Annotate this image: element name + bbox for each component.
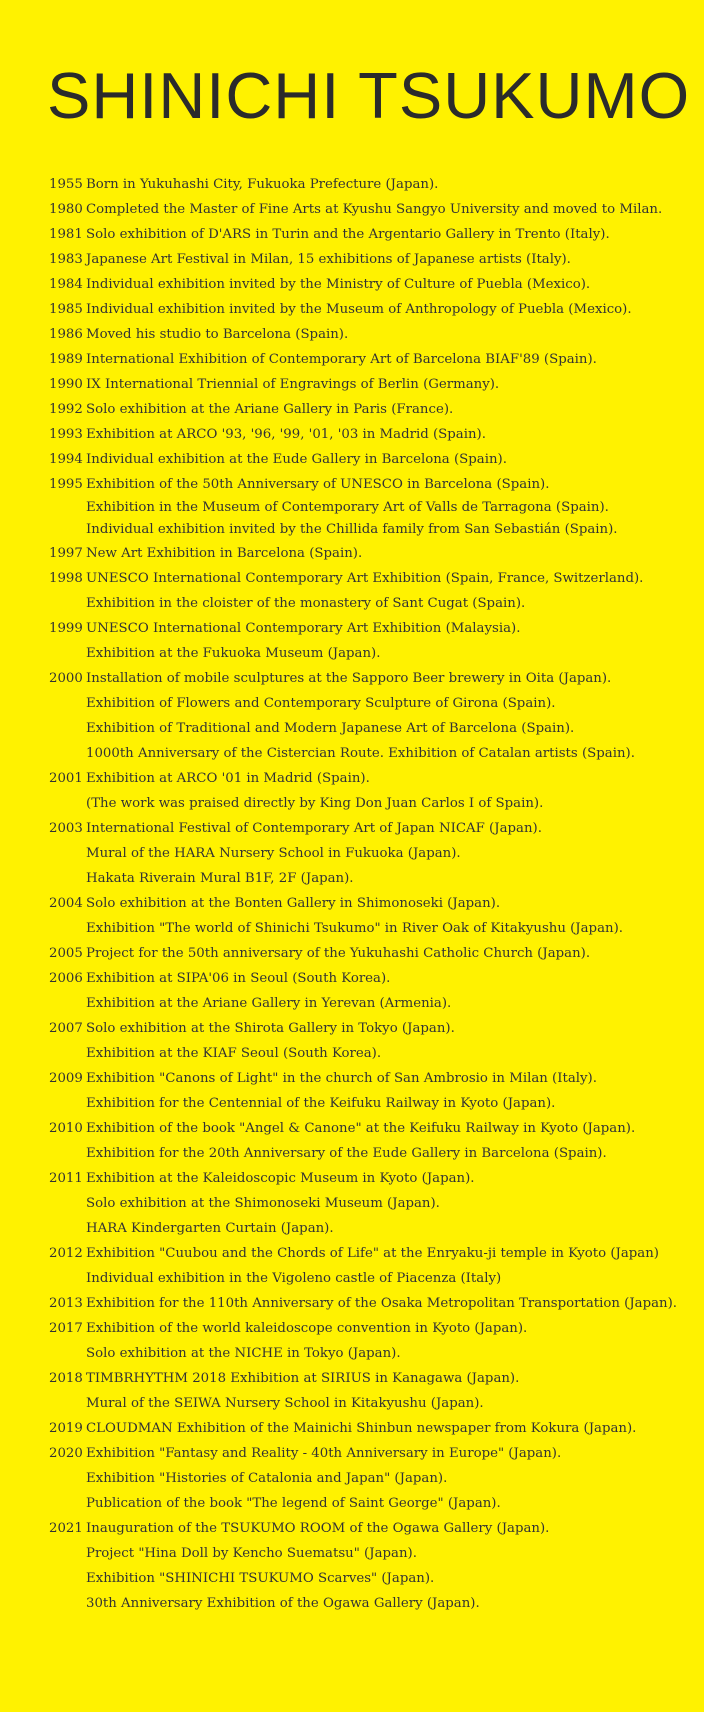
entry-text: Exhibition "Fantasy and Reality - 40th Anniversary in Europe" (Japan). [86,1446,562,1461]
entry-year: 1985 [49,302,83,317]
chronology-entry [49,1366,689,1416]
entry-year: 2019 [49,1421,83,1436]
entry-text: Exhibition "Histories of Catalonia and Japan" (Japan). [86,1471,448,1486]
entry-line [49,247,689,272]
entry-year: 2001 [49,771,83,786]
entry-line [49,1341,689,1366]
year-indent [49,1216,86,1241]
entry-text: New Art Exhibition in Barcelona (Spain). [86,546,363,561]
entry-year: 2011 [49,1171,83,1186]
entry-text: Exhibition of Flowers and Contemporary Sculpture of Girona (Spain). [86,696,556,711]
entry-line [49,1391,689,1416]
entry-text: UNESCO International Contemporary Art Exhibition (Malaysia). [86,621,521,636]
entry-year: 2005 [49,946,83,961]
entry-text: Project for the 50th anniversary of the Yukuhashi Catholic Church (Japan). [86,946,591,961]
entry-year: 1993 [49,427,83,442]
chronology-entry [49,1516,689,1616]
entry-line [49,791,689,816]
chronology-entry [49,1316,689,1366]
entry-year: 2020 [49,1446,83,1461]
entry-line [49,1241,689,1266]
chronology-entry [49,247,689,272]
entry-text: Exhibition in the cloister of the monastery of Sant Cugat (Spain). [86,596,526,611]
entry-line [49,591,689,616]
entry-line [49,1491,689,1516]
entry-line [49,1591,689,1616]
entry-text: Exhibition of the 50th Anniversary of UNESCO in Barcelona (Spain). [86,477,550,492]
entry-line [49,1141,689,1166]
entry-text: Installation of mobile sculptures at the Sapporo Beer brewery in Oita (Japan). [86,671,612,686]
entry-text: Exhibition "SHINICHI TSUKUMO Scarves" (Japan). [86,1571,435,1586]
year-indent [49,1191,86,1216]
entry-year: 2003 [49,821,83,836]
entry-text: Exhibition of the book "Angel & Canone" at the Keifuku Railway in Kyoto (Japan). [86,1121,636,1136]
entry-line [49,1091,689,1116]
entry-text: Individual exhibition in the Vigoleno castle of Piacenza (Italy) [86,1271,502,1286]
entry-year: 2012 [49,1246,83,1261]
entry-text: TIMBRHYTHM 2018 Exhibition at SIRIUS in Kanagawa (Japan). [86,1371,520,1386]
entry-text: Exhibition "The world of Shinichi Tsukumo" in River Oak of Kitakyushu (Japan). [86,921,623,936]
entry-line [49,666,689,691]
entry-year: 1997 [49,546,83,561]
entry-line [49,272,689,297]
entry-line [49,1516,689,1541]
entry-line [49,1041,689,1066]
entry-text: Solo exhibition at the Shirota Gallery in Tokyo (Japan). [86,1021,455,1036]
year-indent [49,991,86,1016]
entry-line [49,741,689,766]
chronology-entry [49,1241,689,1291]
chronology-entry [49,541,689,566]
chronology-entry [49,197,689,222]
entry-line [49,372,689,397]
entry-year: 2013 [49,1296,83,1311]
chronology-entry [49,941,689,966]
entry-line [49,1066,689,1091]
entry-line [49,297,689,322]
entry-line [49,197,689,222]
chronology-entry [49,1441,689,1516]
entry-line [49,1541,689,1566]
entry-text: CLOUDMAN Exhibition of the Mainichi Shinbun newspaper from Kokura (Japan). [86,1421,637,1436]
chronology-entry [49,297,689,322]
entry-text: Individual exhibition invited by the Chillida family from San Sebastián (Spain). [86,522,618,537]
entry-line [49,1266,689,1291]
year-indent [49,741,86,766]
year-indent [49,1091,86,1116]
entry-line [49,1191,689,1216]
year-indent [49,1491,86,1516]
entry-text: Individual exhibition invited by the Museum of Anthropology of Puebla (Mexico). [86,302,632,317]
chronology-entry [49,566,689,616]
entry-year: 2021 [49,1521,83,1536]
entry-text: Exhibition of Traditional and Modern Japanese Art of Barcelona (Spain). [86,721,575,736]
year-indent [49,641,86,666]
entry-text: (The work was praised directly by King Don Juan Carlos I of Spain). [86,796,544,811]
entry-line [49,1366,689,1391]
entry-text: 1000th Anniversary of the Cistercian Route. Exhibition of Catalan artists (Spain). [86,746,635,761]
entry-text: UNESCO International Contemporary Art Exhibition (Spain, France, Switzerland). [86,571,644,586]
entry-line [49,616,689,641]
entry-text: International Exhibition of Contemporary Art of Barcelona BIAF'89 (Spain). [86,352,597,367]
entry-text: Exhibition at SIPA'06 in Seoul (South Korea). [86,971,391,986]
entry-line [49,966,689,991]
year-indent [49,1591,86,1616]
entry-line [49,641,689,666]
year-indent [49,1266,86,1291]
chronology-entry [49,1166,689,1241]
entry-text: Exhibition at ARCO '01 in Madrid (Spain). [86,771,370,786]
entry-line [49,1116,689,1141]
entry-text: Inauguration of the TSUKUMO ROOM of the Ogawa Gallery (Japan). [86,1521,550,1536]
entry-line [49,566,689,591]
entry-text: Solo exhibition at the NICHE in Tokyo (Japan). [86,1346,401,1361]
chronology-entry [49,372,689,397]
entry-text: Exhibition at the Fukuoka Museum (Japan). [86,646,381,661]
entry-line [49,1166,689,1191]
year-indent [49,591,86,616]
entry-year: 1992 [49,402,83,417]
entry-text: Exhibition for the 20th Anniversary of the Eude Gallery in Barcelona (Spain). [86,1146,607,1161]
entry-line [49,841,689,866]
entry-line [49,1016,689,1041]
entry-year: 1983 [49,252,83,267]
year-indent [49,1566,86,1591]
year-indent [49,791,86,816]
entry-text: Completed the Master of Fine Arts at Kyushu Sangyo University and moved to Milan. [86,202,663,217]
year-indent [49,866,86,891]
entry-text: Mural of the HARA Nursery School in Fukuoka (Japan). [86,846,461,861]
chronology-entry [49,816,689,891]
entry-year: 2004 [49,896,83,911]
entry-text: Moved his studio to Barcelona (Spain). [86,327,349,342]
entry-year: 1986 [49,327,83,342]
chronology-entry [49,1066,689,1116]
entry-text: IX International Triennial of Engravings of Berlin (Germany). [86,377,500,392]
year-indent [49,519,86,541]
year-indent [49,841,86,866]
entry-text: Hakata Riverain Mural B1F, 2F (Japan). [86,871,354,886]
entry-line [49,1291,689,1316]
entry-text: Solo exhibition at the Ariane Gallery in Paris (France). [86,402,454,417]
entry-text: Exhibition for the Centennial of the Keifuku Railway in Kyoto (Japan). [86,1096,556,1111]
year-indent [49,1466,86,1491]
artist-name-heading: SHINICHI TSUKUMO [47,59,691,132]
entry-line [49,1566,689,1591]
chronology-entry [49,1416,689,1441]
entry-text: International Festival of Contemporary Art of Japan NICAF (Japan). [86,821,542,836]
entry-year: 1980 [49,202,83,217]
entry-text: Solo exhibition at the Bonten Gallery in Shimonoseki (Japan). [86,896,501,911]
entry-line [49,541,689,566]
entry-year: 1994 [49,452,83,467]
chronology-entry [49,272,689,297]
entry-text: Exhibition at ARCO '93, '96, '99, '01, '03 in Madrid (Spain). [86,427,486,442]
year-indent [49,1141,86,1166]
entry-line [49,172,689,197]
year-indent [49,716,86,741]
entry-text: Exhibition for the 110th Anniversary of the Osaka Metropolitan Transportation (Japan). [86,1296,678,1311]
chronology-entry [49,666,689,766]
entry-line [49,1316,689,1341]
entry-year: 2018 [49,1371,83,1386]
entry-text: HARA Kindergarten Curtain (Japan). [86,1221,334,1236]
chronology-entry [49,1291,689,1316]
year-indent [49,916,86,941]
entry-year: 1995 [49,477,83,492]
entry-line [49,1216,689,1241]
entry-text: Exhibition at the KIAF Seoul (South Korea). [86,1046,382,1061]
chronology-entry [49,891,689,941]
entry-line [49,941,689,966]
chronology-entry [49,222,689,247]
chronology-entry [49,472,689,541]
chronology-entry [49,966,689,1016]
entry-text: Exhibition in the Museum of Contemporary Art of Valls de Tarragona (Spain). [86,500,609,515]
entry-line [49,1416,689,1441]
entry-line [49,347,689,372]
entry-text: Exhibition at the Ariane Gallery in Yerevan (Armenia). [86,996,452,1011]
entry-year: 1984 [49,277,83,292]
entry-year: 1989 [49,352,83,367]
entry-line [49,397,689,422]
entry-year: 1981 [49,227,83,242]
entry-year: 1998 [49,571,83,586]
year-indent [49,1041,86,1066]
chronology-entry [49,447,689,472]
entry-line [49,716,689,741]
year-indent [49,691,86,716]
entry-year: 2010 [49,1121,83,1136]
entry-text: 30th Anniversary Exhibition of the Ogawa Gallery (Japan). [86,1596,480,1611]
entry-line [49,866,689,891]
chronology-entry [49,1116,689,1166]
chronology-entry [49,422,689,447]
entry-text: Born in Yukuhashi City, Fukuoka Prefecture (Japan). [86,177,439,192]
entry-text: Solo exhibition at the Shimonoseki Museum (Japan). [86,1196,440,1211]
entry-text: Japanese Art Festival in Milan, 15 exhibitions of Japanese artists (Italy). [86,252,571,267]
entry-text: Project "Hina Doll by Kencho Suematsu" (Japan). [86,1546,417,1561]
entry-line [49,519,689,541]
chronology-entry [49,616,689,666]
chronology-entry [49,347,689,372]
entry-line [49,322,689,347]
entry-line [49,891,689,916]
entry-text: Solo exhibition of D'ARS in Turin and the Argentario Gallery in Trento (Italy). [86,227,610,242]
entry-line [49,766,689,791]
entry-line [49,691,689,716]
year-indent [49,1391,86,1416]
entry-year: 2009 [49,1071,83,1086]
entry-line [49,497,689,519]
entry-text: Publication of the book "The legend of Saint George" (Japan). [86,1496,501,1511]
entry-line [49,447,689,472]
year-indent [49,1341,86,1366]
entry-line [49,1466,689,1491]
entry-text: Exhibition "Cuubou and the Chords of Life" at the Enryaku-ji temple in Kyoto (Japan) [86,1246,659,1261]
entry-line [49,422,689,447]
chronology-entry [49,322,689,347]
entry-line [49,222,689,247]
entry-year: 2017 [49,1321,83,1336]
entry-line [49,816,689,841]
entry-year: 1999 [49,621,83,636]
entry-text: Exhibition "Canons of Light" in the church of San Ambrosio in Milan (Italy). [86,1071,597,1086]
entry-text: Individual exhibition at the Eude Gallery in Barcelona (Spain). [86,452,507,467]
entry-year: 2007 [49,1021,83,1036]
entry-year: 1990 [49,377,83,392]
entry-line [49,991,689,1016]
entry-line [49,472,689,497]
entry-text: Exhibition of the world kaleidoscope convention in Kyoto (Japan). [86,1321,528,1336]
entry-text: Mural of the SEIWA Nursery School in Kitakyushu (Japan). [86,1396,484,1411]
chronology-entry [49,397,689,422]
chronology-list [49,172,689,1616]
chronology-entry [49,766,689,816]
entry-year: 1955 [49,177,83,192]
entry-line [49,1441,689,1466]
entry-text: Individual exhibition invited by the Ministry of Culture of Puebla (Mexico). [86,277,591,292]
entry-line [49,916,689,941]
entry-year: 2000 [49,671,83,686]
entry-text: Exhibition at the Kaleidoscopic Museum in Kyoto (Japan). [86,1171,475,1186]
chronology-entry [49,1016,689,1066]
year-indent [49,497,86,519]
chronology-entry [49,172,689,197]
entry-year: 2006 [49,971,83,986]
year-indent [49,1541,86,1566]
